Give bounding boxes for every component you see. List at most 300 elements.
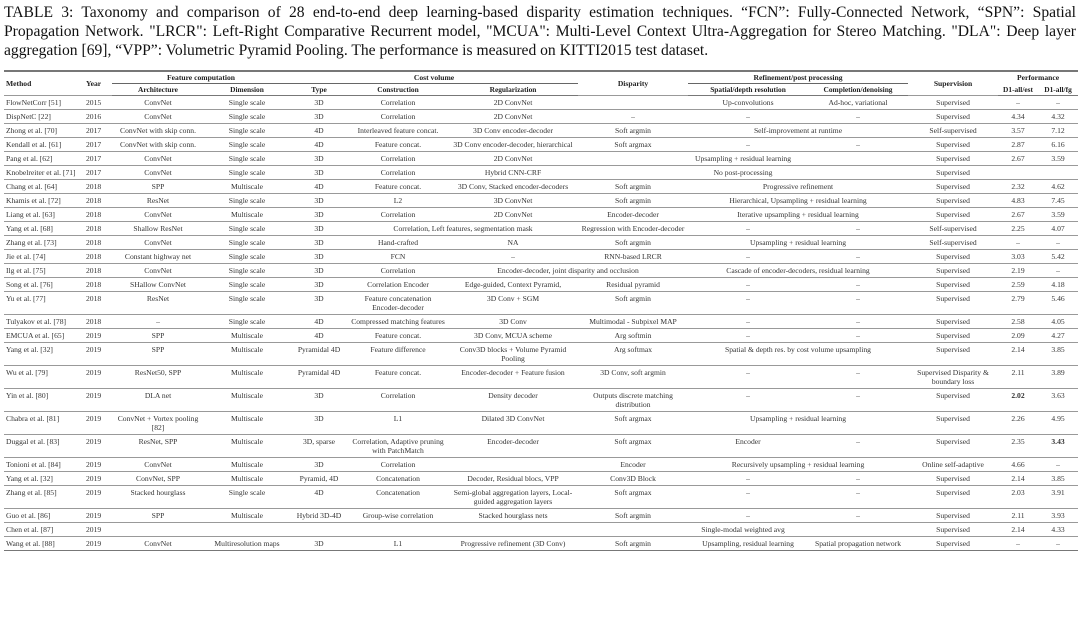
cell-dimension: Multiscale (204, 412, 290, 435)
cell-construction: Feature concat. (348, 329, 448, 343)
cell-completion: – (808, 389, 908, 412)
cell-type: 4D (290, 138, 348, 152)
cell-d1-all-est: 3.57 (998, 124, 1038, 138)
cell-disparity: Soft argmin (578, 292, 688, 315)
cell-disparity-span: Single-modal weighted avg (578, 523, 908, 537)
cell-refinement-span: Cascade of encoder-decoders, residual learning (688, 264, 908, 278)
cell-spatial-depth: – (688, 278, 808, 292)
cell-disparity-span: Upsampling + residual learning (578, 152, 908, 166)
table-row (4, 435, 1078, 458)
cell-d1-all-est: 2.26 (998, 412, 1038, 435)
cell-type: Pyramid, 4D (290, 472, 348, 486)
cell-disparity: Encoder (578, 458, 688, 472)
table-row (4, 250, 1078, 264)
cell-construction: Correlation (348, 96, 448, 110)
cell-architecture: SPP (112, 329, 204, 343)
cell-type: 3D (290, 110, 348, 124)
header-feature-computation: Feature computation (112, 71, 290, 84)
cell-construction: Concatenation (348, 472, 448, 486)
cell-spatial-depth: – (688, 366, 808, 389)
cell-architecture: Shallow ResNet (112, 222, 204, 236)
cell-supervision: Supervised (908, 412, 998, 435)
cell-regularization: Encoder-decoder (448, 435, 578, 458)
cell-spatial-depth: – (688, 329, 808, 343)
cell-construction: Interleaved feature concat. (348, 124, 448, 138)
cell-d1-all-est: 2.67 (998, 152, 1038, 166)
table-row (4, 152, 1078, 166)
cell-year: 2017 (84, 138, 112, 152)
cell-d1-all-fg: 7.45 (1038, 194, 1078, 208)
cell-supervision: Supervised (908, 110, 998, 124)
cell-d1-all-est: 2.59 (998, 278, 1038, 292)
cell-completion: – (808, 110, 908, 124)
cell-d1-all-fg: 3.91 (1038, 486, 1078, 509)
cell-d1-all-fg: 3.85 (1038, 472, 1078, 486)
cell-architecture: ConvNet (112, 96, 204, 110)
cell-architecture: SHallow ConvNet (112, 278, 204, 292)
cell-construction (348, 523, 448, 537)
cell-refinement-span: Iterative upsampling + residual learning (688, 208, 908, 222)
table-row (4, 329, 1078, 343)
cell-d1-all-fg: 4.07 (1038, 222, 1078, 236)
header-year: Year (84, 71, 112, 96)
cell-method: Chabra et al. [81] (4, 412, 84, 435)
cell-dimension: Multiscale (204, 472, 290, 486)
cell-regularization: 2D ConvNet (448, 96, 578, 110)
cell-refinement-span: Recursively upsampling + residual learning (688, 458, 908, 472)
cell-year: 2018 (84, 315, 112, 329)
cell-year: 2018 (84, 278, 112, 292)
header-type: Type (290, 84, 348, 96)
cell-supervision: Self-supervised (908, 236, 998, 250)
cell-construction: L1 (348, 412, 448, 435)
cell-regularization: Dilated 3D ConvNet (448, 412, 578, 435)
cell-d1-all-fg: 3.85 (1038, 343, 1078, 366)
header-completion: Completion/denoising (808, 84, 908, 96)
cell-method: Duggal et al. [83] (4, 435, 84, 458)
cell-d1-all-fg: 4.18 (1038, 278, 1078, 292)
cell-completion: – (808, 509, 908, 523)
header-method: Method (4, 71, 84, 96)
cell-year: 2018 (84, 222, 112, 236)
cell-regularization: Semi-global aggregation layers, Local-guided aggregation layers (448, 486, 578, 509)
cell-disparity: Soft argmin (578, 236, 688, 250)
cell-type: 4D (290, 315, 348, 329)
cell-d1-all-est: 2.11 (998, 366, 1038, 389)
table-row (4, 166, 1078, 180)
cell-method: Tonioni et al. [84] (4, 458, 84, 472)
table-row (4, 278, 1078, 292)
cell-d1-all-fg: 3.93 (1038, 509, 1078, 523)
cell-type: 4D (290, 486, 348, 509)
cell-year: 2015 (84, 96, 112, 110)
cell-regularization: 2D ConvNet (448, 152, 578, 166)
table-row (4, 194, 1078, 208)
cell-supervision: Supervised (908, 486, 998, 509)
cell-disparity: Soft argmin (578, 180, 688, 194)
cell-method: Chen et al. [87] (4, 523, 84, 537)
cell-architecture: SPP (112, 180, 204, 194)
table-row (4, 472, 1078, 486)
cell-dimension: Multiscale (204, 366, 290, 389)
cell-completion: – (808, 472, 908, 486)
cell-year: 2019 (84, 435, 112, 458)
cell-disparity (578, 96, 688, 110)
cell-regularization: 2D ConvNet (448, 208, 578, 222)
cell-method: Chang et al. [64] (4, 180, 84, 194)
cell-disparity: Encoder-decoder (578, 208, 688, 222)
cell-d1-all-fg: 4.32 (1038, 110, 1078, 124)
cell-spatial-depth: – (688, 292, 808, 315)
cell-refinement-span: Hierarchical, Upsampling + residual learning (688, 194, 908, 208)
cell-method: FlowNetCorr [51] (4, 96, 84, 110)
table-row (4, 124, 1078, 138)
cell-d1-all-fg (1038, 166, 1078, 180)
cell-dimension: Multiscale (204, 180, 290, 194)
cell-architecture: ResNet (112, 292, 204, 315)
cell-supervision: Supervised (908, 315, 998, 329)
cell-method: EMCUA et al. [65] (4, 329, 84, 343)
cell-supervision: Supervised Disparity & boundary loss (908, 366, 998, 389)
cell-dimension: Multiscale (204, 329, 290, 343)
header-cost-volume: Cost volume (290, 71, 578, 84)
cell-method: Yang et al. [32] (4, 343, 84, 366)
cell-method: Wu et al. [79] (4, 366, 84, 389)
table-row (4, 537, 1078, 551)
cell-method: Wang et al. [88] (4, 537, 84, 551)
cell-supervision: Supervised (908, 152, 998, 166)
cell-dimension: Multiscale (204, 389, 290, 412)
cell-disparity: Outputs discrete matching distribution (578, 389, 688, 412)
cell-spatial-depth: – (688, 138, 808, 152)
cell-year: 2018 (84, 264, 112, 278)
cell-type: Hybrid 3D-4D (290, 509, 348, 523)
cell-year: 2019 (84, 537, 112, 551)
cell-disparity: Soft argmin (578, 124, 688, 138)
cell-type: 3D (290, 222, 348, 236)
cell-dimension: Single scale (204, 264, 290, 278)
cell-method: Jie et al. [74] (4, 250, 84, 264)
cell-dimension: Multiresolution maps (204, 537, 290, 551)
cell-d1-all-est: 2.02 (998, 389, 1038, 412)
cell-d1-all-est: 2.67 (998, 208, 1038, 222)
cell-architecture: ConvNet, SPP (112, 472, 204, 486)
cell-supervision: Self-supervised (908, 222, 998, 236)
cell-completion: – (808, 486, 908, 509)
cell-method: Zhong et al. [70] (4, 124, 84, 138)
cell-construction: Correlation (348, 166, 448, 180)
cell-year: 2019 (84, 523, 112, 537)
cell-construction: Group-wise correlation (348, 509, 448, 523)
cell-supervision: Supervised (908, 278, 998, 292)
cell-dimension: Single scale (204, 124, 290, 138)
cell-disparity: Residual pyramid (578, 278, 688, 292)
cell-architecture: DLA net (112, 389, 204, 412)
table-row (4, 343, 1078, 366)
cell-year: 2016 (84, 110, 112, 124)
cell-supervision: Self-supervised (908, 124, 998, 138)
cell-architecture (112, 523, 204, 537)
cell-supervision: Supervised (908, 180, 998, 194)
cell-type: 3D (290, 537, 348, 551)
table-row (4, 315, 1078, 329)
cell-spatial-depth: – (688, 389, 808, 412)
cell-d1-all-est: – (998, 537, 1038, 551)
cell-disparity: 3D Conv, soft argmin (578, 366, 688, 389)
cell-type: 4D (290, 124, 348, 138)
cell-completion: – (808, 278, 908, 292)
cell-regularization (448, 458, 578, 472)
cell-disparity: Soft argmax (578, 435, 688, 458)
header-supervision: Supervision (908, 71, 998, 96)
cell-spatial-depth: – (688, 472, 808, 486)
cell-dimension: Single scale (204, 236, 290, 250)
cell-type: 3D (290, 96, 348, 110)
header-regularization: Regularization (448, 84, 578, 96)
cell-architecture: ConvNet (112, 458, 204, 472)
cell-refinement-span: Self-improvement at runtime (688, 124, 908, 138)
cell-regularization: Conv3D blocks + Volume Pyramid Pooling (448, 343, 578, 366)
cell-construction: L1 (348, 537, 448, 551)
table-row (4, 389, 1078, 412)
cell-supervision: Supervised (908, 166, 998, 180)
cell-d1-all-fg: 5.42 (1038, 250, 1078, 264)
cell-year: 2018 (84, 250, 112, 264)
cell-construction: Correlation, Adaptive pruning with PatchMatch (348, 435, 448, 458)
cell-d1-all-est: 2.03 (998, 486, 1038, 509)
cell-completion: – (808, 329, 908, 343)
cell-regularization: Hybrid CNN-CRF (448, 166, 578, 180)
cell-d1-all-est: 2.32 (998, 180, 1038, 194)
cell-construction: Feature concatenation Encoder-decoder (348, 292, 448, 315)
cell-year: 2017 (84, 152, 112, 166)
cell-regularization: Encoder-decoder + Feature fusion (448, 366, 578, 389)
cell-dimension: Single scale (204, 278, 290, 292)
cell-year: 2019 (84, 412, 112, 435)
cell-disparity: Soft argmin (578, 194, 688, 208)
cell-construction: Hand-crafted (348, 236, 448, 250)
cell-architecture: ResNet50, SPP (112, 366, 204, 389)
cell-method: Yin et al. [80] (4, 389, 84, 412)
cell-d1-all-fg: – (1038, 236, 1078, 250)
cell-type: 4D (290, 329, 348, 343)
table-body (4, 96, 1078, 551)
cell-method: Ilg et al. [75] (4, 264, 84, 278)
comparison-table-container (4, 70, 1078, 551)
cell-regularization: 3D Conv encoder-decoder, hierarchical (448, 138, 578, 152)
cell-method: Knobelreiter et al. [71] (4, 166, 84, 180)
cell-completion: – (808, 250, 908, 264)
cell-regularization: Decoder, Residual blocs, VPP (448, 472, 578, 486)
cell-construction: Feature difference (348, 343, 448, 366)
cell-dimension: Single scale (204, 138, 290, 152)
header-performance: Performance (998, 71, 1078, 84)
cell-year: 2018 (84, 236, 112, 250)
table-caption: TABLE 3: Taxonomy and comparison of 28 end-to-end deep learning-based disparity estimation techniques. “FCN”: Fully-Connected Network, “SPN”: Spatial Propagation Network. "LRCR": Left-Right Comparative Recurrent model, "MCUA": Multi-Level Context Ultra-Aggregation for Stereo Matching. "DLA": Deep layer aggregation [69], “VPP”: Volumetric Pyramid Pooling. The performance is measured on KITTI2015 test dataset. (4, 4, 1076, 59)
cell-regularization: Stacked hourglass nets (448, 509, 578, 523)
cell-regularization: 3D Conv (448, 315, 578, 329)
cell-d1-all-est: 4.83 (998, 194, 1038, 208)
cell-d1-all-fg: 7.12 (1038, 124, 1078, 138)
cell-d1-all-fg: 4.27 (1038, 329, 1078, 343)
header-construction: Construction (348, 84, 448, 96)
cell-type: 3D (290, 166, 348, 180)
cell-dimension: Single scale (204, 250, 290, 264)
cell-d1-all-est: 2.79 (998, 292, 1038, 315)
cell-d1-all-est: – (998, 236, 1038, 250)
cell-architecture: SPP (112, 343, 204, 366)
cell-architecture: ConvNet (112, 264, 204, 278)
cell-d1-all-fg: 3.63 (1038, 389, 1078, 412)
cell-regularization-span: Encoder-decoder, joint disparity and occlusion (448, 264, 688, 278)
cell-architecture: ConvNet with skip conn. (112, 138, 204, 152)
header-refinement: Refinement/post processing (688, 71, 908, 84)
cell-construction: Correlation (348, 152, 448, 166)
cell-supervision: Supervised (908, 194, 998, 208)
cell-d1-all-est: 4.34 (998, 110, 1038, 124)
cell-method: Zhang et al. [73] (4, 236, 84, 250)
cell-construction: Correlation Encoder (348, 278, 448, 292)
cell-construction: Feature concat. (348, 180, 448, 194)
cell-supervision: Supervised (908, 292, 998, 315)
table-row (4, 138, 1078, 152)
cell-disparity: – (578, 110, 688, 124)
cell-d1-all-fg: 5.46 (1038, 292, 1078, 315)
cell-completion: – (808, 315, 908, 329)
cell-construction: Concatenation (348, 486, 448, 509)
cell-d1-all-est: 2.58 (998, 315, 1038, 329)
cell-year: 2018 (84, 194, 112, 208)
cell-method: Liang et al. [63] (4, 208, 84, 222)
cell-construction: Feature concat. (348, 366, 448, 389)
cell-regularization: – (448, 250, 578, 264)
table-row (4, 236, 1078, 250)
cell-year: 2018 (84, 180, 112, 194)
cell-dimension: Multiscale (204, 208, 290, 222)
cell-spatial-depth: – (688, 250, 808, 264)
cell-supervision: Supervised (908, 509, 998, 523)
cell-disparity: Arg softmax (578, 343, 688, 366)
cell-disparity: Soft argmin (578, 537, 688, 551)
cell-regularization: NA (448, 236, 578, 250)
cell-architecture: ConvNet + Vortex pooling [82] (112, 412, 204, 435)
cell-refinement-span: Spatial & depth res. by cost volume upsampling (688, 343, 908, 366)
cell-dimension: Single scale (204, 222, 290, 236)
cell-type: 3D (290, 236, 348, 250)
cell-type: Pyramidal 4D (290, 366, 348, 389)
cell-refinement-span: Upsampling + residual learning (688, 412, 908, 435)
cell-regularization: 3D Conv + SGM (448, 292, 578, 315)
cell-disparity: Multimodal - Subpixel MAP (578, 315, 688, 329)
header-d1-all-est: D1-all/est (998, 84, 1038, 96)
cell-dimension: Single scale (204, 96, 290, 110)
cell-d1-all-fg: 3.59 (1038, 152, 1078, 166)
cell-supervision: Supervised (908, 343, 998, 366)
cell-year: 2018 (84, 292, 112, 315)
comparison-table (4, 70, 1078, 551)
cell-disparity: Arg softmin (578, 329, 688, 343)
cell-type: 3D (290, 292, 348, 315)
cell-supervision: Supervised (908, 389, 998, 412)
table-row (4, 222, 1078, 236)
cell-d1-all-est: – (998, 96, 1038, 110)
cell-year: 2019 (84, 472, 112, 486)
cell-architecture: SPP (112, 509, 204, 523)
cell-type: Pyramidal 4D (290, 343, 348, 366)
cell-d1-all-est: 2.19 (998, 264, 1038, 278)
cell-d1-all-fg: – (1038, 96, 1078, 110)
table-row (4, 509, 1078, 523)
cell-type: 3D (290, 389, 348, 412)
cell-construction: FCN (348, 250, 448, 264)
cell-type: 3D (290, 250, 348, 264)
cell-d1-all-est: 2.35 (998, 435, 1038, 458)
cell-architecture: ConvNet (112, 236, 204, 250)
cell-method: DispNetC [22] (4, 110, 84, 124)
table-row (4, 366, 1078, 389)
cell-method: Song et al. [76] (4, 278, 84, 292)
table-row (4, 110, 1078, 124)
cell-year: 2017 (84, 166, 112, 180)
cell-regularization (448, 523, 578, 537)
cell-supervision: Online self-adaptive (908, 458, 998, 472)
cell-architecture: ConvNet with skip conn. (112, 124, 204, 138)
cell-supervision: Supervised (908, 96, 998, 110)
cell-d1-all-est: 4.66 (998, 458, 1038, 472)
cell-spatial-depth: – (688, 110, 808, 124)
cell-dimension (204, 523, 290, 537)
table-row (4, 96, 1078, 110)
cell-method: Pang et al. [62] (4, 152, 84, 166)
cell-regularization: 2D ConvNet (448, 110, 578, 124)
cell-dimension: Single scale (204, 486, 290, 509)
cell-dimension: Multiscale (204, 458, 290, 472)
cell-type: 3D (290, 412, 348, 435)
cell-dimension: Single scale (204, 292, 290, 315)
cell-disparity-span: No post-processing (578, 166, 908, 180)
cell-construction: Compressed matching features (348, 315, 448, 329)
cell-construction-span: Correlation, Left features, segmentation mask (348, 222, 578, 236)
cell-type (290, 523, 348, 537)
cell-architecture: ConvNet (112, 152, 204, 166)
cell-completion: – (808, 222, 908, 236)
cell-d1-all-est: 2.14 (998, 523, 1038, 537)
cell-d1-all-fg: – (1038, 458, 1078, 472)
cell-supervision: Supervised (908, 435, 998, 458)
table-row (4, 180, 1078, 194)
cell-d1-all-fg: – (1038, 537, 1078, 551)
cell-spatial-depth: – (688, 315, 808, 329)
cell-d1-all-fg: 6.16 (1038, 138, 1078, 152)
table-row (4, 458, 1078, 472)
cell-dimension: Single scale (204, 152, 290, 166)
cell-architecture: ConvNet (112, 166, 204, 180)
cell-d1-all-est: 2.25 (998, 222, 1038, 236)
cell-year: 2019 (84, 509, 112, 523)
cell-regularization: Density decoder (448, 389, 578, 412)
cell-completion: Ad-hoc, variational (808, 96, 908, 110)
cell-d1-all-est: 2.87 (998, 138, 1038, 152)
cell-d1-all-fg: 4.95 (1038, 412, 1078, 435)
cell-type: 3D (290, 152, 348, 166)
cell-regularization: 3D ConvNet (448, 194, 578, 208)
cell-year: 2019 (84, 389, 112, 412)
cell-disparity: Soft argmax (578, 412, 688, 435)
cell-construction: Correlation (348, 110, 448, 124)
cell-completion: – (808, 435, 908, 458)
cell-type: 3D, sparse (290, 435, 348, 458)
cell-refinement-span: Upsampling + residual learning (688, 236, 908, 250)
